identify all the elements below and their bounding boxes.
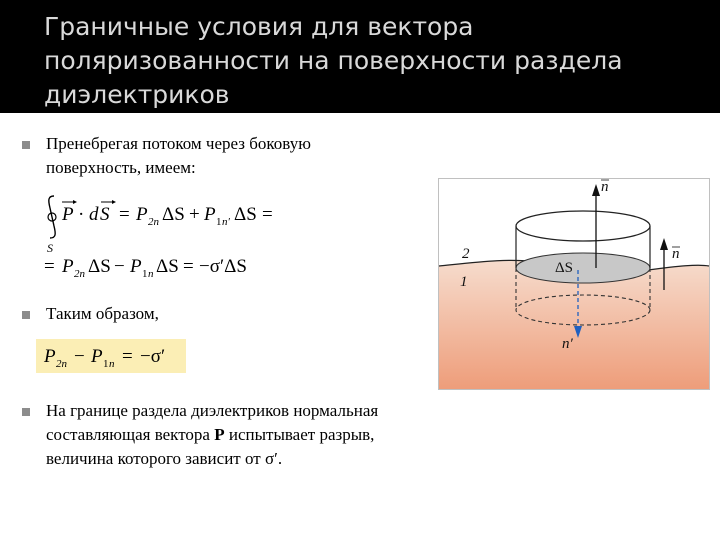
svg-text:=: =	[122, 346, 133, 367]
bullet-3-text-2: испытывает разрыв, величина которого зависит от	[46, 425, 375, 468]
formula-line-2	[44, 256, 247, 280]
label-delta-s: ΔS	[555, 260, 573, 276]
label-medium-1: 1	[460, 274, 468, 290]
svg-text:P: P	[136, 204, 148, 225]
vector-p: P	[214, 425, 225, 444]
svg-text:·: ·	[78, 204, 85, 225]
bullet-marker	[22, 141, 30, 149]
svg-text:n: n	[148, 268, 154, 280]
svg-text:−σ′ΔS: −σ′ΔS	[199, 256, 247, 277]
svg-text:ΔS: ΔS	[88, 256, 111, 277]
svg-text:=: =	[119, 204, 130, 225]
slide-title: Граничные условия для вектора поляризованности на поверхности раздела диэлектриков	[44, 12, 623, 109]
svg-text:P: P	[62, 256, 74, 277]
svg-text:2n: 2n	[74, 268, 85, 280]
svg-text:ΔS: ΔS	[162, 204, 185, 225]
svg-text:n: n	[109, 358, 115, 370]
svg-text:n′: n′	[222, 216, 230, 228]
label-n-prime: n′	[562, 336, 573, 352]
svg-text:2n: 2n	[56, 358, 67, 370]
bullet-text-2: Таким образом,	[46, 304, 159, 323]
bullet-3-text: На границе раздела диэлектриков нормальная составляющая вектора	[46, 401, 379, 444]
bullet-text-1: Пренебрегая потоком через боковую поверхность, имеем:	[46, 134, 311, 177]
integral-sign	[49, 196, 55, 238]
svg-text:−σ′: −σ′	[140, 346, 166, 367]
svg-text:P: P	[204, 204, 216, 225]
svg-text:P: P	[130, 256, 142, 277]
svg-text:1: 1	[103, 358, 109, 370]
sigma-prime: σ′.	[264, 449, 283, 468]
svg-text:−: −	[74, 346, 85, 367]
svg-text:P: P	[91, 346, 103, 367]
svg-text:1: 1	[142, 268, 148, 280]
svg-text:ΔS: ΔS	[156, 256, 179, 277]
formula-line-1	[61, 200, 273, 228]
result-formula-box	[36, 339, 186, 373]
svg-text:P: P	[62, 204, 74, 225]
bullet-marker	[22, 311, 30, 319]
bullet-marker	[22, 408, 30, 416]
svg-text:=: =	[183, 256, 194, 277]
svg-text:=: =	[262, 204, 273, 225]
flux-formula-graphic	[42, 190, 342, 280]
svg-text:−: −	[114, 256, 125, 277]
dielectric-boundary-diagram	[438, 178, 710, 390]
svg-text:2n: 2n	[148, 216, 159, 228]
svg-text:d: d	[89, 204, 99, 225]
result-formula	[36, 339, 186, 373]
svg-text:+: +	[189, 204, 200, 225]
svg-text:1: 1	[216, 216, 222, 228]
svg-text:=: =	[44, 256, 55, 277]
label-n-top: n	[601, 179, 609, 195]
label-medium-2: 2	[462, 246, 470, 262]
delta-s-disc	[516, 253, 650, 283]
bullet-text-3	[46, 399, 391, 471]
svg-text:S: S	[100, 204, 110, 225]
integral-subscript: S	[47, 241, 53, 255]
svg-text:ΔS: ΔS	[234, 204, 257, 225]
title-bar	[0, 0, 720, 113]
label-n-right: n	[672, 246, 680, 262]
svg-text:P: P	[44, 346, 56, 367]
